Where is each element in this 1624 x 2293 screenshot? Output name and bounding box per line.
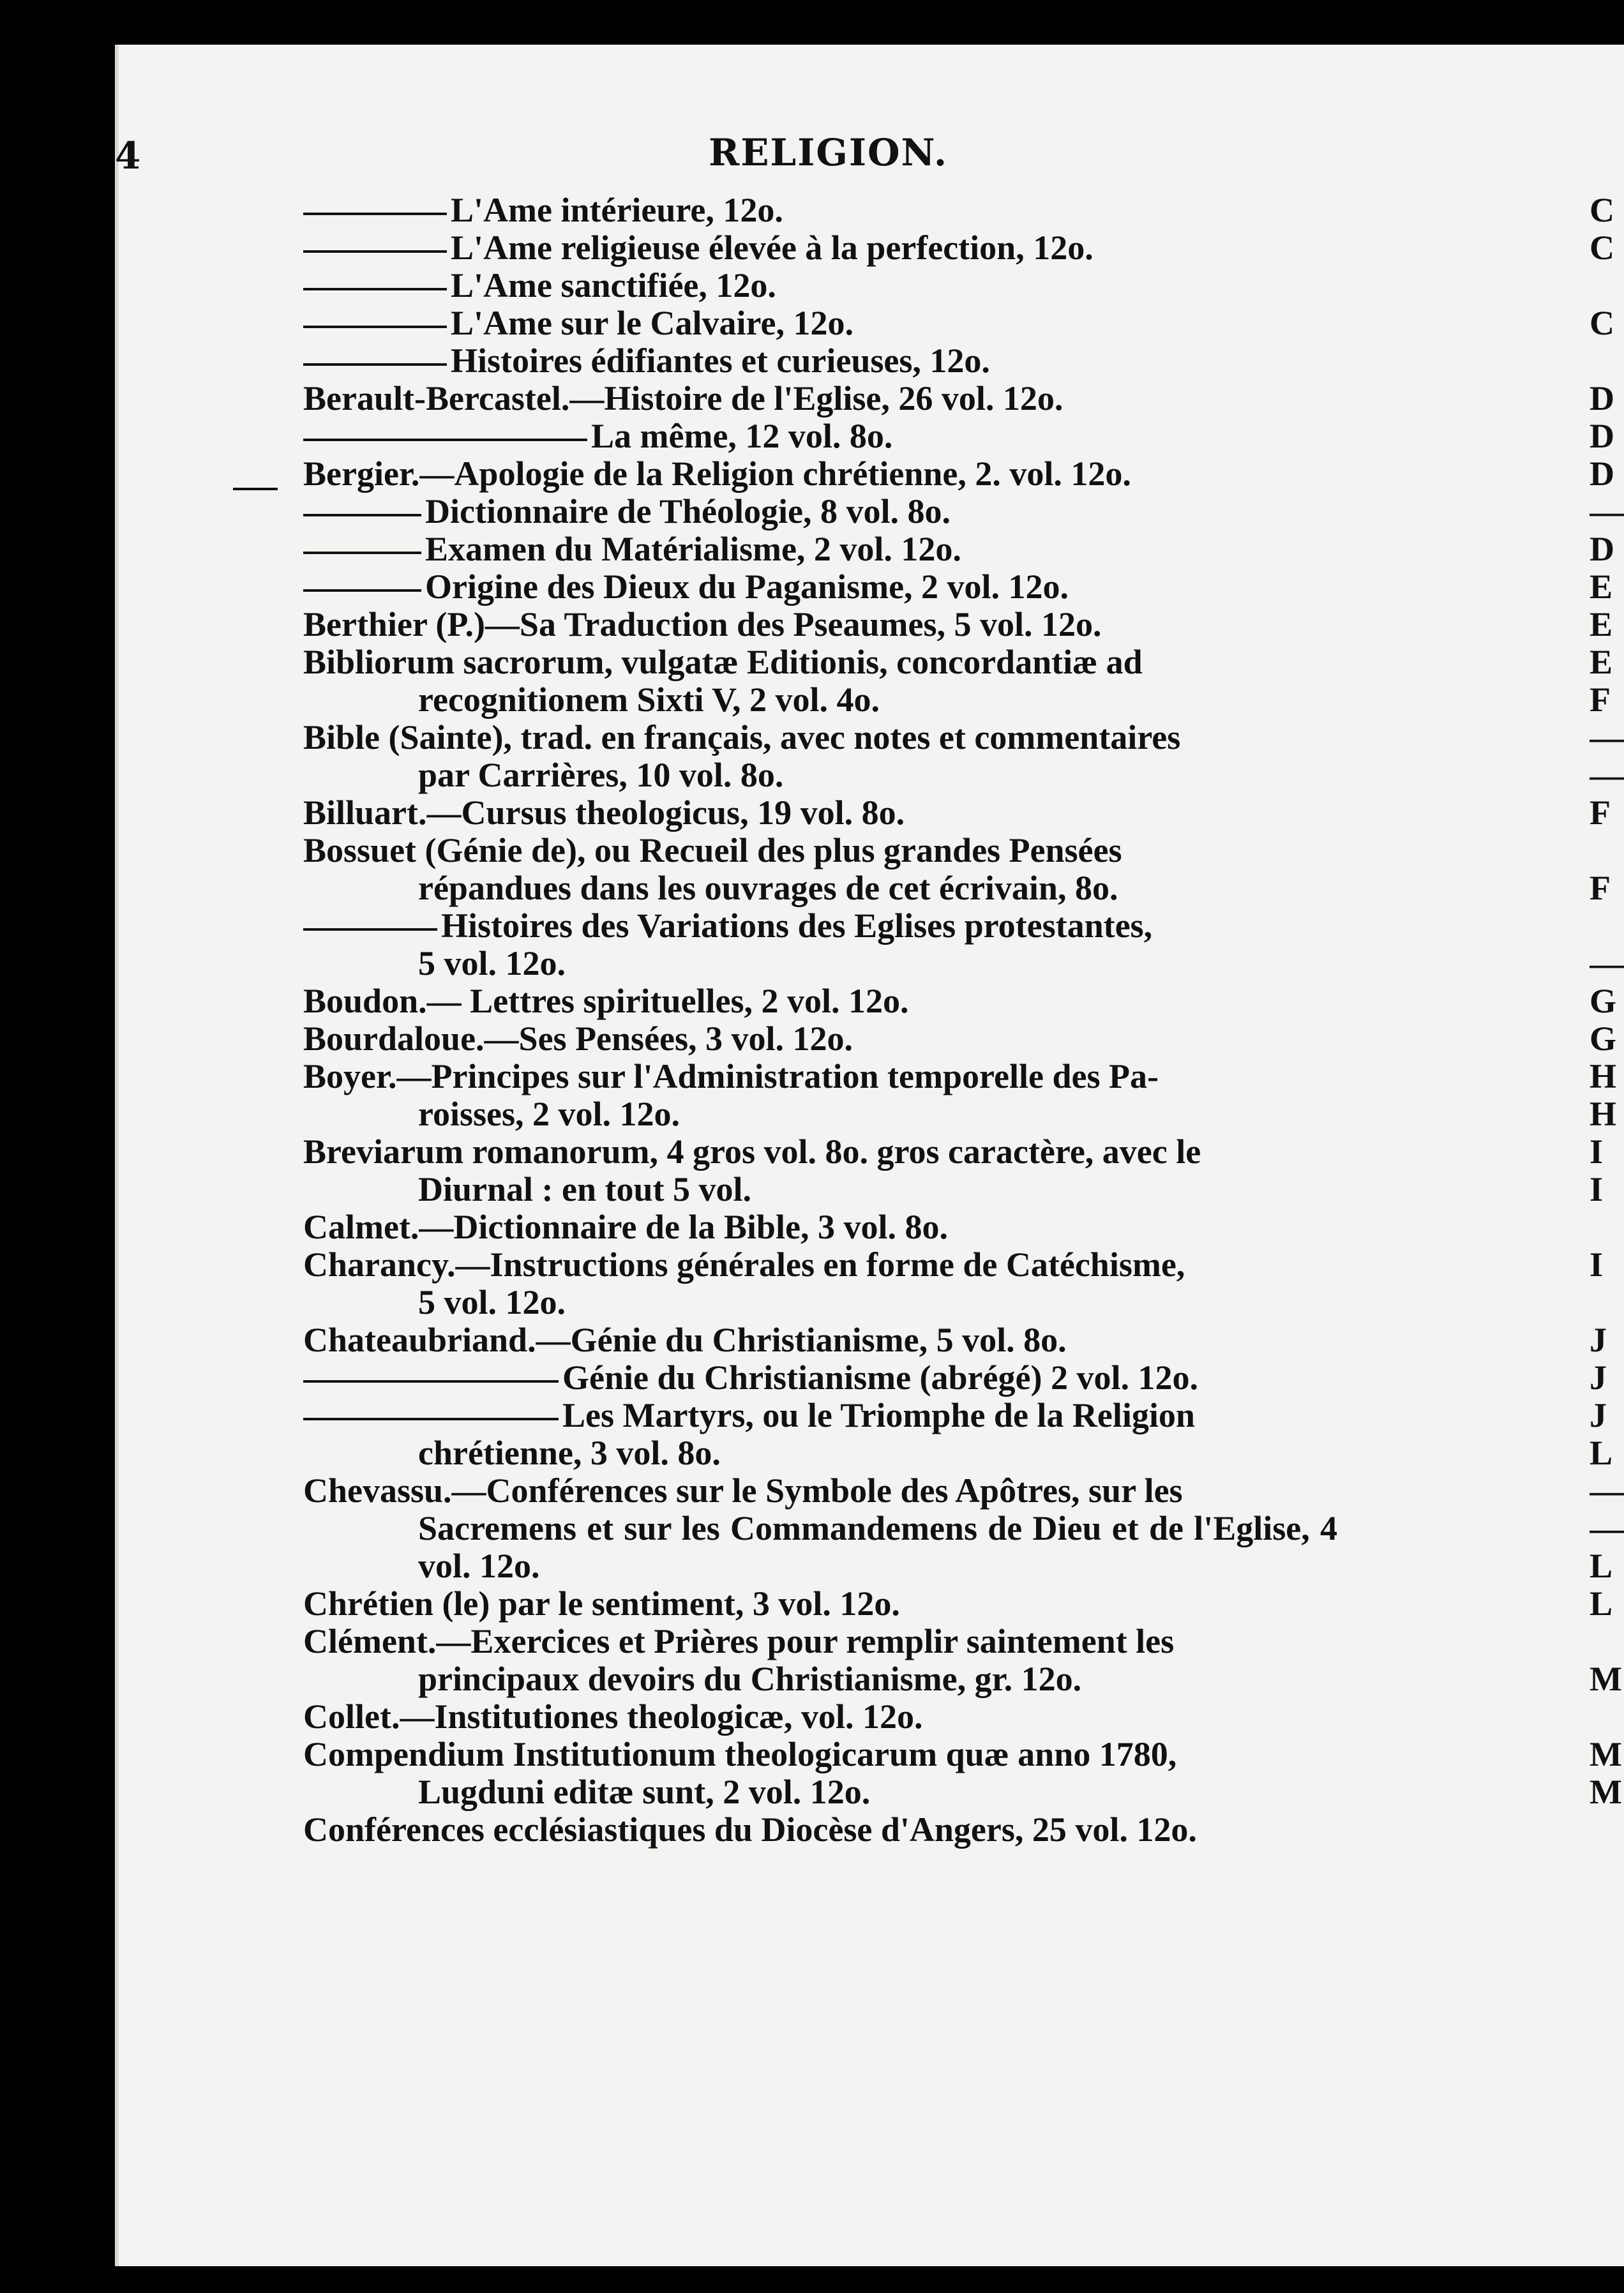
facing-page-letter: — — [1590, 718, 1624, 756]
entry-text: Boyer.—Principes sur l'Administration temporelle des Pa- — [303, 1057, 1159, 1095]
entry-text: Boudon.— Lettres spirituelles, 2 vol. 12o. — [303, 982, 909, 1020]
ditto-dash — [303, 928, 437, 931]
facing-page-letter: D — [1590, 417, 1614, 455]
ditto-dash — [303, 439, 587, 441]
catalogue-entry — [303, 304, 1337, 342]
catalogue-entry — [303, 794, 1337, 832]
entry-text: Histoires des Variations des Eglises protestantes, — [441, 906, 1153, 945]
entry-continuation: recognitionem Sixti V, 2 vol. 4o. — [418, 680, 880, 719]
facing-page-letter: M — [1590, 1660, 1622, 1698]
margin-mark — [233, 488, 278, 490]
catalogue-entry — [303, 1020, 1337, 1058]
facing-page-letter: L — [1590, 1434, 1613, 1472]
catalogue-entry — [303, 568, 1337, 606]
facing-page-letter: — — [1590, 1509, 1624, 1547]
catalogue-entry — [303, 1623, 1337, 1660]
facing-page-letter: H — [1590, 1095, 1617, 1133]
catalogue-entry — [303, 1397, 1337, 1434]
facing-page-letter — [1590, 832, 1624, 869]
ditto-dash — [303, 363, 447, 366]
entry-text: L'Ame religieuse élevée à la perfection, 12o. — [451, 229, 1094, 267]
facing-page-letter: — — [1590, 944, 1624, 982]
entry-continuation: Diurnal : en tout 5 vol. — [418, 1170, 752, 1208]
ditto-dash — [303, 589, 421, 592]
entry-text: Bibliorum sacrorum, vulgatæ Editionis, concordantiæ ad — [303, 643, 1143, 681]
ditto-dash — [303, 213, 447, 215]
entry-text: Dictionnaire de Théologie, 8 vol. 8o. — [425, 492, 951, 530]
catalogue-entry — [303, 1359, 1337, 1397]
catalogue-entry — [303, 1736, 1337, 1773]
catalogue-entry — [303, 417, 1337, 455]
facing-page-letter: M — [1590, 1735, 1622, 1773]
facing-page-letter — [1590, 1623, 1624, 1660]
ditto-dash — [303, 1380, 559, 1383]
facing-page-letter: J — [1590, 1396, 1607, 1434]
entry-text: Chrétien (le) par le sentiment, 3 vol. 12o. — [303, 1584, 900, 1623]
catalogue-entry — [303, 1585, 1337, 1623]
ditto-dash — [303, 326, 447, 328]
entry-continuation: chrétienne, 3 vol. 8o. — [418, 1434, 721, 1472]
entry-text: Breviarum romanorum, 4 gros vol. 8o. gros caractère, avec le — [303, 1132, 1201, 1171]
facing-page-letter: D — [1590, 530, 1614, 568]
entry-text: Clément.—Exercices et Prières pour remplir saintement les — [303, 1622, 1175, 1660]
entry-continuation: principaux devoirs du Christianisme, gr. 12o. — [418, 1660, 1082, 1698]
entry-text: Charancy.—Instructions générales en forme de Catéchisme, — [303, 1245, 1185, 1284]
facing-page-letter: E — [1590, 568, 1613, 606]
catalogue-entry — [303, 719, 1337, 756]
facing-page-letter: I — [1590, 1170, 1604, 1208]
entry-continuation: Lugduni editæ sunt, 2 vol. 12o. — [418, 1773, 871, 1811]
entry-text: Bourdaloue.—Ses Pensées, 3 vol. 12o. — [303, 1019, 853, 1058]
facing-page-letter: C — [1590, 304, 1614, 342]
facing-page-letter — [1590, 267, 1624, 304]
entry-continuation: répandues dans les ouvrages de cet écrivain, 8o. — [418, 869, 1118, 907]
catalogue-entry — [303, 493, 1337, 530]
catalogue-entry — [303, 267, 1337, 304]
facing-page-letter: I — [1590, 1132, 1604, 1171]
entry-text: L'Ame sur le Calvaire, 12o. — [451, 304, 853, 342]
entry-text: Chevassu.—Conférences sur le Symbole des Apôtres, sur les — [303, 1471, 1183, 1510]
facing-page-letter: L — [1590, 1547, 1613, 1585]
entry-text: Compendium Institutionum theologicarum quæ anno 1780, — [303, 1735, 1177, 1773]
facing-page-letter: I — [1590, 1245, 1604, 1284]
facing-page-letter: J — [1590, 1321, 1607, 1359]
entry-continuation: Sacremens et sur les Commandemens de Dieu et de l'Eglise, 4 vol. 12o. — [418, 1509, 1337, 1585]
facing-page-letter: F — [1590, 793, 1611, 832]
catalogue-entry — [303, 530, 1337, 568]
catalogue-entry — [303, 1246, 1337, 1284]
facing-page-letter: H — [1590, 1057, 1617, 1095]
entry-text: Billuart.—Cursus theologicus, 19 vol. 8o. — [303, 793, 905, 832]
entry-text: Conférences ecclésiastiques du Diocèse d'Angers, 25 vol. 12o. — [303, 1810, 1197, 1849]
catalogue-entry — [303, 380, 1337, 417]
catalogue-entry — [303, 1811, 1337, 1849]
facing-page-letter: G — [1590, 1019, 1617, 1058]
facing-page-letter: — — [1590, 1471, 1624, 1510]
entry-text: Bergier.—Apologie de la Religion chrétienne, 2. vol. 12o. — [303, 455, 1131, 493]
catalogue-entry — [303, 455, 1337, 493]
facing-page-letter: G — [1590, 982, 1617, 1020]
entry-text: Chateaubriand.—Génie du Christianisme, 5 vol. 8o. — [303, 1321, 1067, 1359]
facing-page-letter: D — [1590, 379, 1614, 417]
entry-text: L'Ame sanctifiée, 12o. — [451, 266, 776, 304]
running-title: RELIGION. — [709, 131, 949, 174]
facing-page-letter — [1590, 1208, 1624, 1246]
entry-text: Origine des Dieux du Paganisme, 2 vol. 12o. — [425, 568, 1069, 606]
facing-page-letter: E — [1590, 605, 1613, 643]
entry-continuation: 5 vol. 12o. — [418, 944, 566, 982]
catalogue-entry — [303, 1321, 1337, 1359]
facing-page-letter — [1590, 1698, 1624, 1736]
facing-page-letter: F — [1590, 680, 1611, 719]
ditto-dash — [303, 288, 447, 290]
entry-continuation: 5 vol. 12o. — [418, 1283, 566, 1321]
catalogue-entry — [303, 982, 1337, 1020]
entry-continuation: par Carrières, 10 vol. 8o. — [418, 756, 784, 794]
facing-page-letter — [1590, 342, 1624, 380]
entry-text: Génie du Christianisme (abrégé) 2 vol. 12o. — [562, 1358, 1198, 1397]
facing-page-letter: M — [1590, 1773, 1622, 1811]
facing-page-letter — [1590, 907, 1624, 945]
facing-page-letter — [1590, 1284, 1624, 1321]
catalogue-entry — [303, 1133, 1337, 1171]
entry-text: La même, 12 vol. 8o. — [591, 417, 893, 455]
entry-text: Berault-Bercastel.—Histoire de l'Eglise, 26 vol. 12o. — [303, 379, 1064, 417]
catalogue-entry — [303, 229, 1337, 267]
entry-text: Bossuet (Génie de), ou Recueil des plus grandes Pensées — [303, 831, 1122, 869]
catalogue-entry — [303, 606, 1337, 643]
catalogue-entry — [303, 1058, 1337, 1095]
catalogue-entry — [303, 907, 1337, 945]
entry-text: Examen du Matérialisme, 2 vol. 12o. — [425, 530, 961, 568]
catalogue-entry — [303, 1208, 1337, 1246]
entry-text: Les Martyrs, ou le Triomphe de la Religion — [562, 1396, 1195, 1434]
entry-continuation: roisses, 2 vol. 12o. — [418, 1095, 680, 1133]
facing-page-letter: E — [1590, 643, 1613, 681]
page-number: 4 — [115, 134, 141, 177]
ditto-dash — [303, 552, 421, 554]
facing-page-letter: L — [1590, 1584, 1613, 1623]
entry-text: Collet.—Institutiones theologicæ, vol. 12o. — [303, 1697, 923, 1736]
catalogue-entry — [303, 1472, 1337, 1510]
ditto-dash — [303, 250, 447, 253]
catalogue-entry — [303, 643, 1337, 681]
catalogue-entries — [303, 192, 1337, 1849]
catalogue-entry — [303, 832, 1337, 869]
catalogue-entry — [303, 342, 1337, 380]
facing-page-edge — [1590, 192, 1624, 1811]
entry-text: Calmet.—Dictionnaire de la Bible, 3 vol. 8o. — [303, 1208, 948, 1246]
ditto-dash — [303, 514, 421, 516]
entry-text: Histoires édifiantes et curieuses, 12o. — [451, 342, 990, 380]
catalogue-entry — [303, 192, 1337, 229]
facing-page-letter: — — [1590, 492, 1624, 530]
entry-text: L'Ame intérieure, 12o. — [451, 191, 783, 229]
catalogue-entry — [303, 1698, 1337, 1736]
facing-page-letter: C — [1590, 192, 1614, 229]
facing-page-letter: C — [1590, 229, 1614, 267]
facing-page-letter: F — [1590, 869, 1611, 907]
entry-text: Bible (Sainte), trad. en français, avec notes et commentaires — [303, 718, 1181, 756]
facing-page-letter: D — [1590, 455, 1614, 493]
facing-page-letter: J — [1590, 1358, 1607, 1397]
ditto-dash — [303, 1418, 559, 1420]
entry-text: Berthier (P.)—Sa Traduction des Pseaumes, 5 vol. 12o. — [303, 605, 1102, 643]
facing-page-letter: — — [1590, 756, 1624, 794]
